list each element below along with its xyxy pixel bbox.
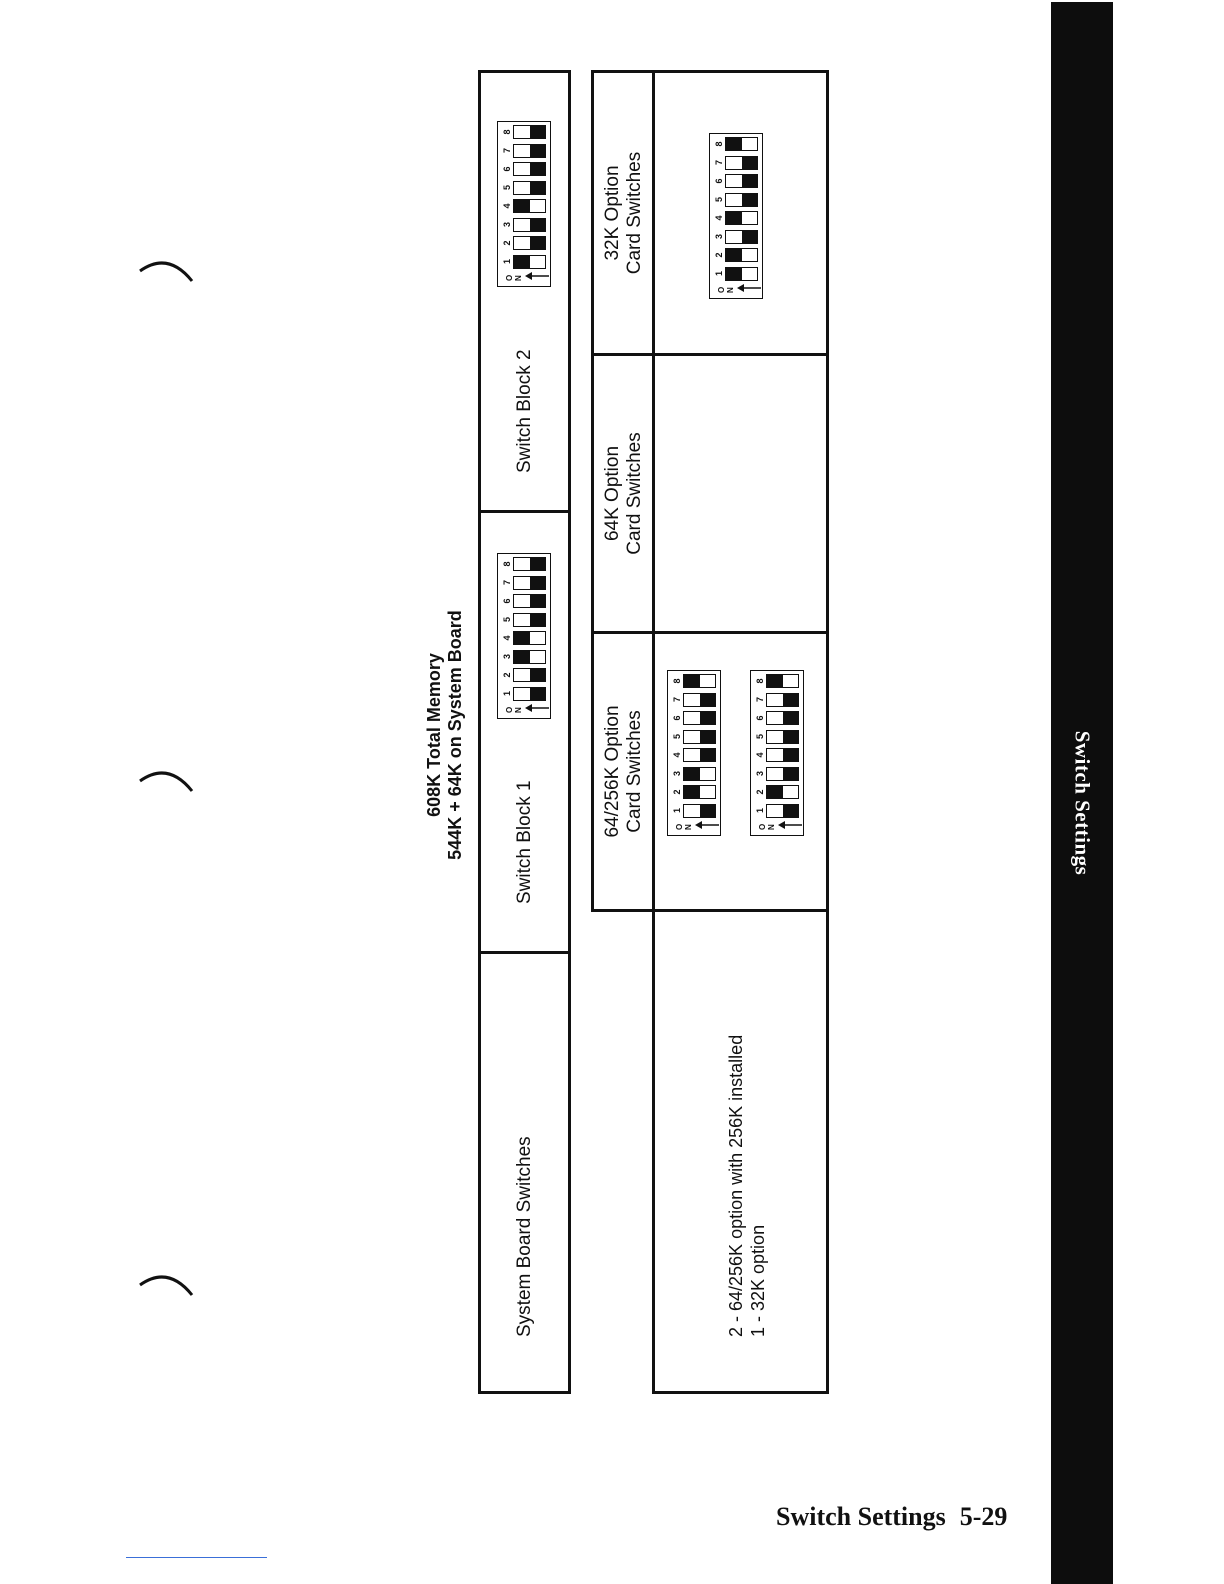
switch-position-off	[530, 219, 546, 231]
dip-switch-5	[672, 728, 718, 745]
switch-rocker	[513, 237, 546, 251]
switch-number: 8	[714, 141, 724, 147]
dip-switch-1	[755, 802, 801, 819]
switch-rocker	[513, 144, 546, 158]
switch-rocker	[725, 249, 758, 263]
switch-number: 3	[502, 222, 512, 228]
switch-rocker	[725, 230, 758, 244]
switch-position-on	[767, 787, 783, 799]
switch-number: 6	[502, 166, 512, 172]
switch-rocker	[683, 675, 716, 689]
dip-switch-7	[755, 691, 801, 708]
on-arrow-icon	[778, 821, 802, 829]
switch-number: 7	[502, 580, 512, 586]
on-direction-marker	[754, 823, 800, 833]
dip-switch-4	[672, 747, 718, 764]
switch-number: 7	[672, 697, 682, 703]
option-card-header-row	[591, 70, 655, 912]
switch-position-on	[726, 139, 742, 151]
switch-number: 2	[502, 240, 512, 246]
figure-title	[424, 585, 466, 885]
title-line-1: 608K Total Memory	[424, 653, 444, 817]
switch-rocker	[513, 595, 546, 609]
dip-switch-block-1	[497, 553, 551, 719]
dip-32k-card	[709, 133, 763, 299]
dip-switch-1	[714, 265, 760, 282]
switch-number: 7	[755, 697, 765, 703]
switch-position-on	[684, 787, 700, 799]
switch-position-on	[514, 651, 530, 663]
header-64k-option: 64K Option Card Switches	[602, 432, 645, 555]
switch-number: 2	[755, 789, 765, 795]
switch-position-off	[700, 805, 716, 817]
switch-number: 6	[755, 715, 765, 721]
dip-switch-4	[714, 210, 760, 227]
switch-number: 6	[502, 598, 512, 604]
dip-switch-5	[714, 191, 760, 208]
dip-switch-7	[714, 154, 760, 171]
dip-switch-7	[672, 691, 718, 708]
switch-number: 4	[502, 635, 512, 641]
switch-position-off	[783, 731, 799, 743]
switch-number: 3	[672, 771, 682, 777]
dip-switch-3	[502, 648, 548, 665]
switch-number: 8	[502, 561, 512, 567]
switch-rocker	[513, 126, 546, 140]
binder-hole-arc	[138, 1271, 196, 1299]
switch-position-on	[684, 676, 700, 688]
switch-number: 3	[755, 771, 765, 777]
dip-switch-2	[714, 247, 760, 264]
switch-number: 6	[672, 715, 682, 721]
dip-switch-3	[714, 228, 760, 245]
switch-number: 1	[502, 691, 512, 697]
switch-rocker	[683, 693, 716, 707]
switch-position-on	[726, 268, 742, 280]
on-arrow-icon	[695, 821, 719, 829]
switch-position-off	[530, 238, 546, 250]
header-32k-option: 32K Option Card Switches	[602, 151, 645, 275]
switch-rocker	[513, 163, 546, 177]
switch-position-off	[742, 157, 758, 169]
switch-rocker	[725, 156, 758, 170]
switch-number: 4	[714, 215, 724, 221]
on-direction-marker	[501, 706, 547, 716]
switch-settings-figure	[424, 70, 834, 1400]
switch-position-off	[530, 688, 546, 700]
switch-number: 3	[502, 654, 512, 660]
switch-number: 4	[672, 752, 682, 758]
switch-rocker	[513, 613, 546, 627]
switch-rocker	[766, 712, 799, 726]
dip-switch-6	[502, 161, 548, 178]
dip-switch-4	[755, 747, 801, 764]
switch-position-on	[514, 633, 530, 645]
switch-position-off	[700, 750, 716, 762]
note-line-2: 1 - 32K option	[748, 1224, 768, 1337]
switch-number: 8	[755, 678, 765, 684]
switch-rocker	[766, 749, 799, 763]
on-arrow-icon	[737, 284, 761, 292]
switch-position-off	[742, 194, 758, 206]
switch-rocker	[513, 650, 546, 664]
switch-position-off	[700, 731, 716, 743]
on-direction-marker	[713, 286, 759, 296]
on-label: O N	[758, 823, 776, 830]
switch-rocker	[766, 767, 799, 781]
on-label: O N	[717, 286, 735, 293]
configuration-note	[725, 1035, 769, 1337]
dip-switch-6	[755, 710, 801, 727]
switch-rocker	[513, 687, 546, 701]
page-number: 5-29	[959, 1502, 1008, 1531]
footer-rule	[126, 1557, 267, 1558]
switch-position-off	[530, 164, 546, 176]
on-direction-marker	[501, 274, 547, 284]
title-line-2: 544K + 64K on System Board	[445, 610, 465, 860]
switch-position-off	[530, 127, 546, 139]
switch-position-off	[700, 694, 716, 706]
switch-position-off	[700, 713, 716, 725]
switch-position-off	[530, 614, 546, 626]
switch-rocker	[683, 804, 716, 818]
switch-number: 4	[755, 752, 765, 758]
switch-number: 2	[714, 252, 724, 258]
on-arrow-icon	[525, 704, 549, 712]
switch-rocker	[513, 255, 546, 269]
switch-position-on	[514, 201, 530, 213]
switch-rocker	[513, 181, 546, 195]
switch-position-off	[783, 750, 799, 762]
switch-position-off	[783, 768, 799, 780]
dip-switch-1	[672, 802, 718, 819]
dip-switch-2	[502, 235, 548, 252]
switch-number: 2	[672, 789, 682, 795]
dip-switch-3	[755, 765, 801, 782]
switch-block-2-label: Switch Block 2	[514, 349, 535, 473]
switch-number: 7	[714, 160, 724, 166]
switch-number: 5	[672, 734, 682, 740]
switch-rocker	[513, 200, 546, 214]
system-board-switches-label: System Board Switches	[514, 1136, 535, 1337]
switch-position-on	[726, 213, 742, 225]
switch-position-off	[530, 670, 546, 682]
note-line-1: 2 - 64/256K option with 256K installed	[726, 1034, 746, 1337]
switch-number: 5	[502, 185, 512, 191]
switch-rocker	[513, 669, 546, 683]
dip-switch-3	[672, 765, 718, 782]
switch-position-off	[783, 694, 799, 706]
switch-number: 2	[502, 672, 512, 678]
section-tab-label: Switch Settings	[1070, 730, 1095, 876]
switch-number: 5	[755, 734, 765, 740]
switch-rocker	[725, 138, 758, 152]
switch-position-off	[530, 596, 546, 608]
page-footer	[776, 1502, 1007, 1532]
dip-switch-1	[502, 685, 548, 702]
dip-switch-6	[672, 710, 718, 727]
switch-rocker	[766, 693, 799, 707]
binder-hole-arc	[138, 767, 196, 795]
switch-rocker	[683, 786, 716, 800]
dip-switch-4	[502, 630, 548, 647]
switch-number: 8	[672, 678, 682, 684]
dip-switch-4	[502, 198, 548, 215]
switch-number: 7	[502, 148, 512, 154]
switch-rocker	[725, 175, 758, 189]
dip-switch-1	[502, 253, 548, 270]
on-label: O N	[505, 274, 523, 281]
switch-number: 5	[714, 197, 724, 203]
switch-position-off	[530, 559, 546, 571]
switch-rocker	[513, 218, 546, 232]
switch-number: 1	[672, 808, 682, 814]
switch-block-1-label: Switch Block 1	[514, 780, 535, 904]
switch-rocker	[683, 767, 716, 781]
on-arrow-icon	[525, 272, 549, 280]
switch-position-off	[530, 145, 546, 157]
dip-switch-6	[714, 173, 760, 190]
switch-number: 1	[755, 808, 765, 814]
switch-rocker	[766, 675, 799, 689]
switch-rocker	[683, 749, 716, 763]
dip-switch-5	[502, 611, 548, 628]
switch-position-off	[742, 176, 758, 188]
dip-switch-7	[502, 142, 548, 159]
on-label: O N	[675, 823, 693, 830]
switch-number: 8	[502, 129, 512, 135]
on-label: O N	[505, 706, 523, 713]
dip-switch-8	[502, 124, 548, 141]
switch-number: 5	[502, 617, 512, 623]
switch-rocker	[766, 786, 799, 800]
binder-hole-arc	[138, 257, 196, 285]
switch-position-off	[530, 577, 546, 589]
switch-rocker	[513, 576, 546, 590]
dip-switch-8	[502, 556, 548, 573]
switch-rocker	[683, 712, 716, 726]
switch-rocker	[725, 193, 758, 207]
switch-number: 6	[714, 178, 724, 184]
switch-rocker	[513, 558, 546, 572]
switch-position-off	[783, 713, 799, 725]
switch-rocker	[725, 267, 758, 281]
switch-rocker	[766, 804, 799, 818]
dip-switch-block-2	[497, 121, 551, 287]
switch-position-on	[514, 256, 530, 268]
dip-switch-8	[672, 673, 718, 690]
switch-position-on	[684, 768, 700, 780]
system-board-switch-table	[478, 70, 571, 1394]
dip-switch-6	[502, 593, 548, 610]
switch-position-on	[767, 676, 783, 688]
switch-position-off	[783, 805, 799, 817]
dip-64-256k-card-1	[667, 670, 721, 836]
switch-number: 1	[502, 259, 512, 265]
dip-64-256k-card-2	[750, 670, 804, 836]
dip-switch-2	[502, 667, 548, 684]
switch-number: 3	[714, 234, 724, 240]
switch-position-off	[742, 231, 758, 243]
dip-switch-5	[755, 728, 801, 745]
dip-switch-3	[502, 216, 548, 233]
switch-rocker	[683, 730, 716, 744]
switch-rocker	[725, 212, 758, 226]
switch-number: 4	[502, 203, 512, 209]
switch-position-off	[530, 182, 546, 194]
switch-position-on	[726, 250, 742, 262]
dip-switch-7	[502, 574, 548, 591]
dip-switch-5	[502, 179, 548, 196]
dip-switch-8	[755, 673, 801, 690]
option-card-switch-table	[652, 70, 829, 1394]
switch-rocker	[766, 730, 799, 744]
dip-switch-8	[714, 136, 760, 153]
dip-switch-2	[755, 784, 801, 801]
switch-rocker	[513, 632, 546, 646]
footer-title: Switch Settings	[776, 1502, 946, 1531]
switch-number: 1	[714, 271, 724, 277]
on-direction-marker	[671, 823, 717, 833]
dip-switch-2	[672, 784, 718, 801]
header-64-256k-option: 64/256K Option Card Switches	[602, 705, 645, 838]
